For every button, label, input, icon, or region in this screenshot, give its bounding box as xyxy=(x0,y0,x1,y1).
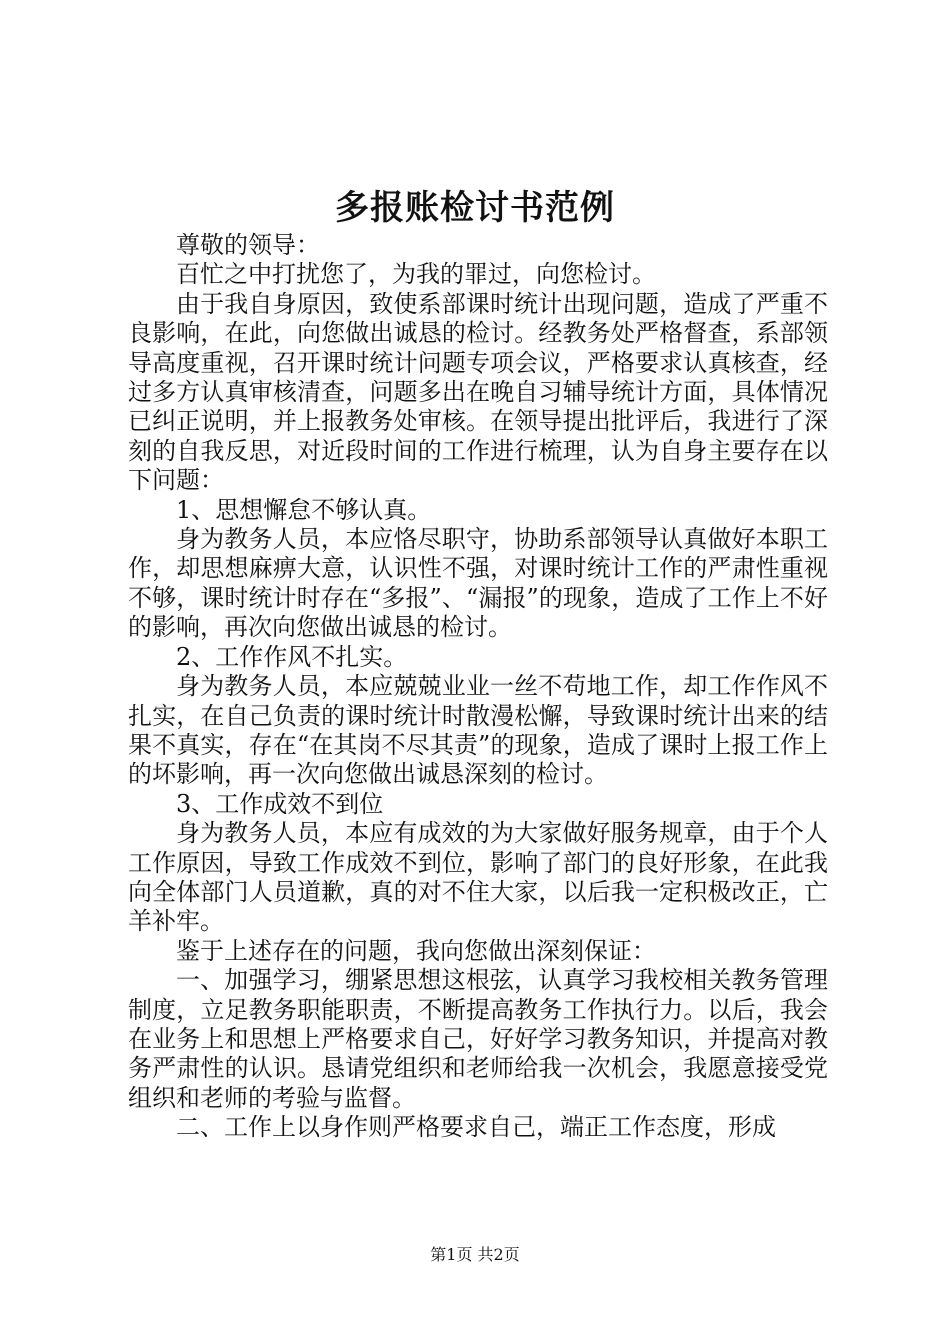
paragraph-problem-3: 身为教务人员，本应有成效的为大家做好服务规章，由于个人工作原因，导致工作成效不到位，影响了部门的良好形象，在此我向全体部门人员道歉，真的对不住大家，以后我一定积极改正，亡羊补牢。 xyxy=(128,819,828,936)
heading-problem-3: 3、工作成效不到位 xyxy=(176,789,384,818)
paragraph-problem-1: 身为教务人员，本应恪尽职守，协助系部领导认真做好本职工作，却思想麻痹大意，认识性不强，对课时统计工作的严肃性重视不够，课时统计时存在“多报”、“漏报”的现象，造成了工作上不好的影响，再次向您做出诚恳的检讨。 xyxy=(128,525,828,642)
salutation: 尊敬的领导： xyxy=(176,231,320,259)
page-number-footer: 第1页 共2页 xyxy=(430,1245,520,1264)
document-body xyxy=(128,231,828,1143)
paragraph-pledge-1: 一、加强学习，绷紧思想这根弦，认真学习我校相关教务管理制度，立足教务职能职责，不断提高教务工作执行力。以后，我会在业务上和思想上严格要求自己，好好学习教务知识，并提高对教务严肃性的认识。恳请党组织和老师给我一次机会，我愿意接受党组织和老师的考验与监督。 xyxy=(128,966,828,1112)
paragraph-pledge-2: 二、工作上以身作则严格要求自己，端正工作态度，形成 xyxy=(176,1113,776,1142)
document-title: 多报账检讨书范例 xyxy=(335,188,615,228)
heading-problem-2: 2、工作作风不扎实。 xyxy=(176,642,408,671)
paragraph-pledge-intro: 鉴于上述存在的问题，我向您做出深刻保证： xyxy=(176,936,656,965)
opening-line: 百忙之中打扰您了，为我的罪过，向您检讨。 xyxy=(176,260,656,289)
paragraph-background: 由于我自身原因，致使系部课时统计出现问题，造成了严重不良影响，在此，向您做出诚恳的检讨。经教务处严格督查，系部领导高度重视，召开课时统计问题专项会议，严格要求认真核查，经过多方认真审核清查，问题多出在晚自习辅导统计方面，具体情况已纠正说明，并上报教务处审核。在领导提出批评后，我进行了深刻的自我反思，对近段时间的工作进行梳理，认为自身主要存在以下问题： xyxy=(128,289,828,495)
paragraph-problem-2: 身为教务人员，本应兢兢业业一丝不苟地工作，却工作作风不扎实，在自己负责的课时统计时散漫松懈，导致课时统计出来的结果不真实，存在“在其岗不尽其责”的现象，造成了课时上报工作上的坏影响，再一次向您做出诚恳深刻的检讨。 xyxy=(128,672,828,789)
heading-problem-1: 1、思想懈怠不够认真。 xyxy=(176,495,432,524)
